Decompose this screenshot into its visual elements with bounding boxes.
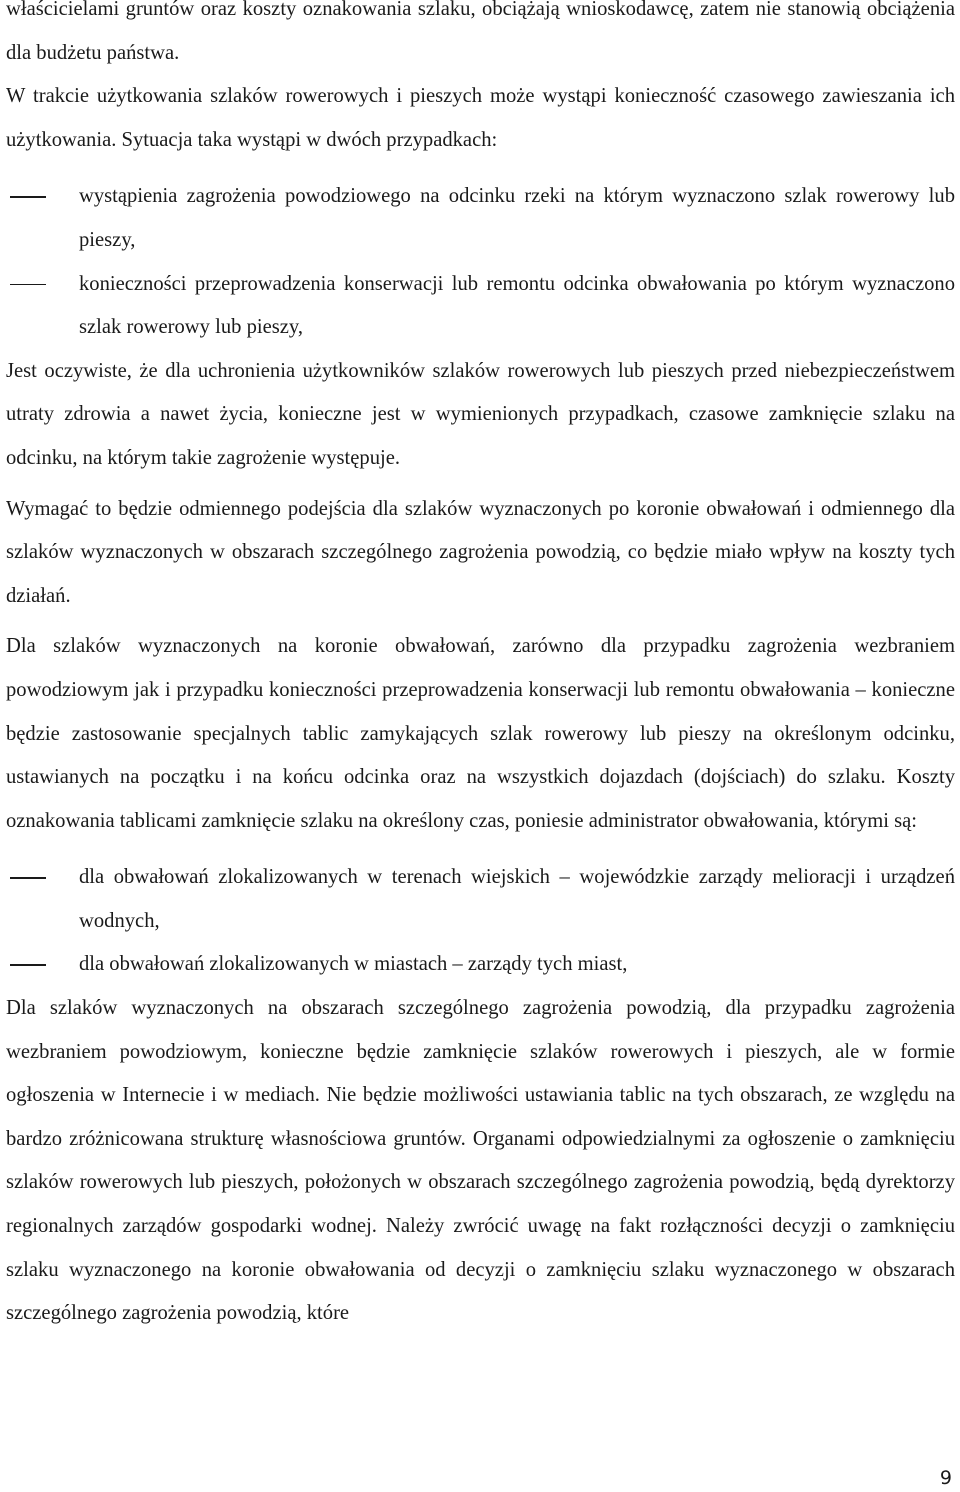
paragraph: Wymagać to będzie odmiennego podejścia dla szlaków wyznaczonych po koronie obwałowań i odmiennego dla szlaków wyznaczonych w obszarach szczególnego zagrożenia powodzią, co będzie miało wpływ na koszty tych działań. [6, 497, 955, 607]
dash-bullet-icon [10, 964, 46, 965]
bullet-list [6, 856, 955, 987]
paragraph: Dla szlaków wyznaczonych na koronie obwałowań, zarówno dla przypadku zagrożenia wezbraniem powodziowym jak i przypadku konieczności przeprowadzenia konserwacji lub remontu obwałowania – konieczne będzie zastosowanie specjalnych tablic zamykających szlak rowerowy lub pieszy na określonym odcinku, ustawianych na początku i na końcu odcinka oraz na wszystkich dojazdach (dojściach) do szlaku. Koszty oznakowania tablicami zamknięcie szlaku na określony czas, poniesie administrator obwałowania, którymi są: [6, 635, 955, 832]
list-item-text: dla obwałowań zlokalizowanych w miastach – zarządy tych miast, [79, 953, 628, 976]
page-number: 9 [939, 1467, 952, 1489]
paragraph: właścicielami gruntów oraz koszty oznakowania szlaku, obciążają wnioskodawcę, zatem nie stanowią obciążenia dla budżetu państwa. [6, 0, 955, 64]
paragraph: W trakcie użytkowania szlaków rowerowych i pieszych może wystąpi konieczność czasowego zawieszania ich użytkowania. Sytuacja taka wystąpi w dwóch przypadkach: [6, 85, 955, 151]
dash-bullet-icon [10, 284, 46, 285]
list-item-text: wystąpienia zagrożenia powodziowego na odcinku rzeki na którym wyznaczono szlak rowerowy lub pieszy, [79, 185, 955, 251]
list-item-text: dla obwałowań zlokalizowanych w terenach wiejskich – wojewódzkie zarządy melioracji i urządzeń wodnych, [79, 866, 955, 932]
bullet-list [6, 175, 955, 349]
list-item [6, 175, 955, 262]
list-item [6, 856, 955, 943]
list-item-text: konieczności przeprowadzenia konserwacji lub remontu odcinka obwałowania po którym wyznaczono szlak rowerowy lub pieszy, [79, 272, 955, 339]
dash-bullet-icon [10, 877, 46, 878]
paragraph: Dla szlaków wyznaczonych na obszarach szczególnego zagrożenia powodzią, dla przypadku zagrożenia wezbraniem powodziowym, konieczne będzie zamknięcie szlaków rowerowych i pieszych, ale w formie ogłoszenia w Internecie i w mediach. Nie będzie możliwości ustawiania tablic na tych obszarach, ze względu na bardzo zróżnicowana strukturę własnościowa gruntów. Organami odpowiedzialnymi za ogłoszenie o zamknięciu szlaków rowerowych lub pieszych, położonych w obszarach szczególnego zagrożenia powodzią, będą dyrektorzy regionalnych zarządów gospodarki wodnej. Należy zwrócić uwagę na fakt rozłączności decyzji o zamknięciu szlaku wyznaczonego na koronie obwałowania od decyzji o zamknięciu szlaku wyznaczonego w obszarach szczególnego zagrożenia powodzią, które [6, 997, 955, 1325]
paragraph: Jest oczywiste, że dla uchronienia użytkowników szlaków rowerowych lub pieszych przed niebezpieczeństwem utraty zdrowia a nawet życia, konieczne jest w wymienionych przypadkach, czasowe zamknięcie szlaku na odcinku, na którym takie zagrożenie występuje. [6, 359, 955, 469]
document-body [6, 0, 955, 1336]
list-item [6, 943, 955, 987]
dash-bullet-icon [10, 196, 46, 197]
list-item [6, 263, 955, 350]
